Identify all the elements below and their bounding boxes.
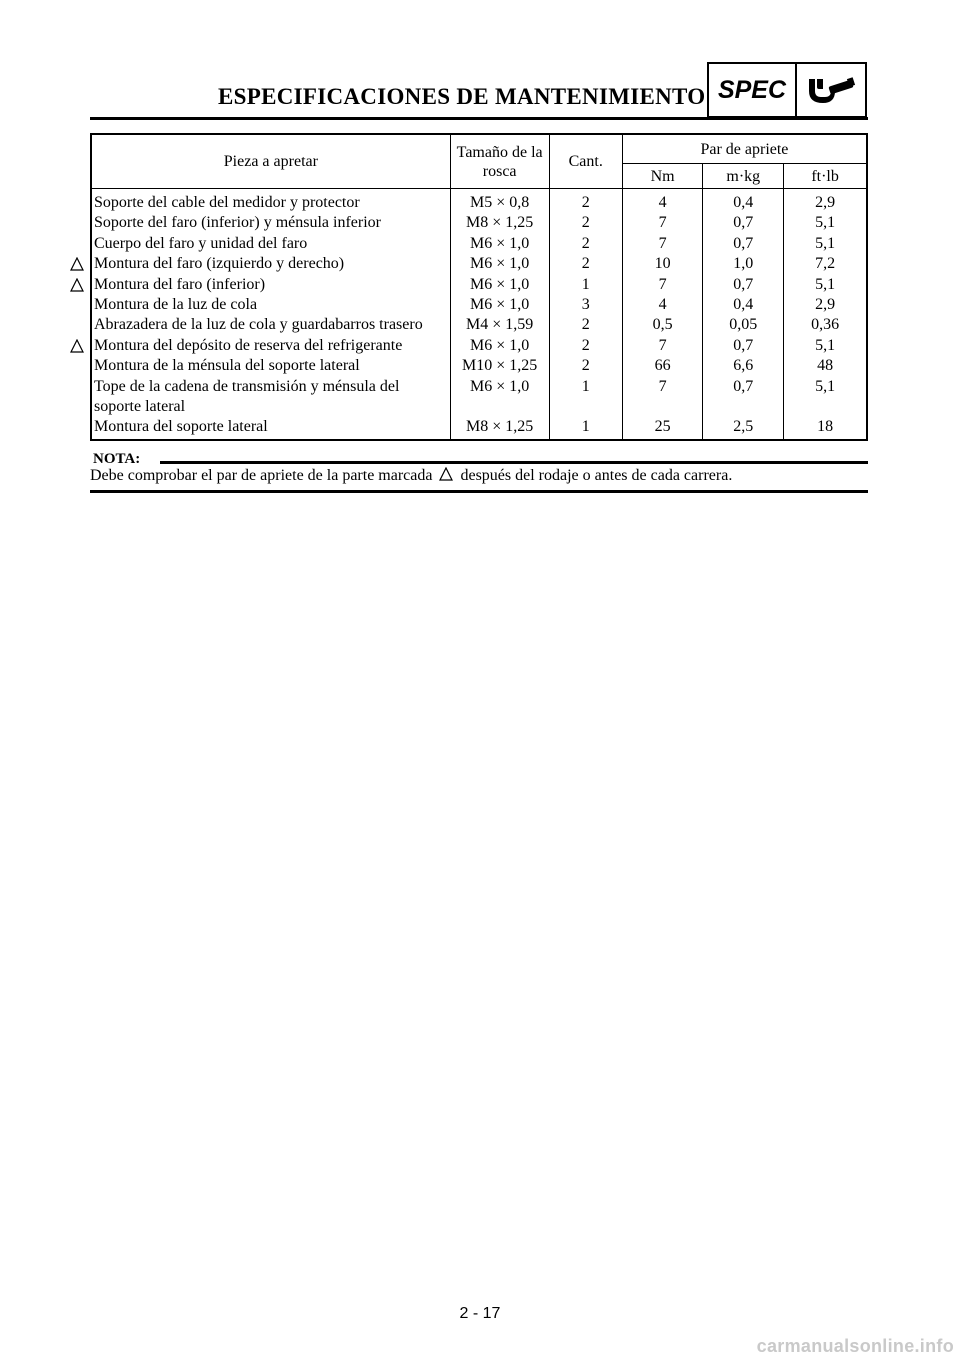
thread-size-cell: M4 × 1,59 — [450, 315, 549, 335]
triangle-mark-icon — [70, 257, 84, 271]
table-row — [91, 295, 867, 315]
qty-cell: 3 — [549, 295, 622, 315]
torque-mkg-cell: 0,7 — [703, 377, 784, 418]
part-cell: Soporte del faro (inferior) y ménsula inferior — [91, 213, 450, 233]
torque-ftlb-cell: 18 — [784, 417, 867, 439]
thread-size-cell: M6 × 1,0 — [450, 295, 549, 315]
part-cell: Montura de la ménsula del soporte lateral — [91, 356, 450, 376]
torque-nm-cell: 4 — [622, 189, 702, 214]
part-cell: Tope de la cadena de transmisión y ménsula del soporte lateral — [91, 377, 450, 418]
torque-ftlb-cell: 2,9 — [784, 189, 867, 214]
part-cell: Soporte del cable del medidor y protector — [91, 189, 450, 214]
column-header-torque: Par de apriete — [622, 134, 867, 164]
torque-nm-cell: 0,5 — [622, 315, 702, 335]
column-header-thread-size: Tamaño de la rosca — [450, 134, 549, 189]
part-cell: Montura de la luz de cola — [91, 295, 450, 315]
table-row — [91, 234, 867, 254]
table-row — [91, 417, 867, 439]
thread-size-cell: M6 × 1,0 — [450, 254, 549, 274]
column-header-part: Pieza a apretar — [91, 134, 450, 189]
column-header-ftlb: ft·lb — [784, 164, 867, 189]
note-rule-bottom — [90, 490, 868, 493]
thread-size-cell: M5 × 0,8 — [450, 189, 549, 214]
part-cell: Montura del depósito de reserva del refrigerante — [91, 336, 450, 356]
triangle-mark-icon — [70, 278, 84, 292]
torque-mkg-cell: 0,05 — [703, 315, 784, 335]
torque-nm-cell: 25 — [622, 417, 702, 439]
table-row — [91, 189, 867, 214]
table-row — [91, 254, 867, 274]
torque-mkg-cell: 0,7 — [703, 275, 784, 295]
torque-ftlb-cell: 7,2 — [784, 254, 867, 274]
part-cell: Montura del faro (izquierdo y derecho) — [91, 254, 450, 274]
torque-mkg-cell: 6,6 — [703, 356, 784, 376]
table-row — [91, 377, 867, 418]
watermark: carmanualsonline.info — [756, 1336, 954, 1356]
qty-cell: 1 — [549, 417, 622, 439]
table-row — [91, 356, 867, 376]
table-row — [91, 336, 867, 356]
torque-ftlb-cell: 48 — [784, 356, 867, 376]
column-header-mkg: m·kg — [703, 164, 784, 189]
torque-mkg-cell: 0,7 — [703, 336, 784, 356]
torque-nm-cell: 7 — [622, 234, 702, 254]
torque-nm-cell: 4 — [622, 295, 702, 315]
qty-cell: 2 — [549, 356, 622, 376]
torque-ftlb-cell: 5,1 — [784, 377, 867, 418]
torque-mkg-cell: 0,4 — [703, 295, 784, 315]
part-cell: Montura del soporte lateral — [91, 417, 450, 439]
page-number: 2 - 17 — [459, 1305, 501, 1322]
spec-label: SPEC — [709, 64, 797, 116]
thread-size-cell: M6 × 1,0 — [450, 377, 549, 418]
table-row — [91, 275, 867, 295]
torque-nm-cell: 7 — [622, 377, 702, 418]
spec-badge — [707, 62, 867, 118]
torque-mkg-cell: 0,4 — [703, 189, 784, 214]
thread-size-cell: M8 × 1,25 — [450, 417, 549, 439]
table-row — [91, 315, 867, 335]
torque-ftlb-cell: 2,9 — [784, 295, 867, 315]
torque-nm-cell: 10 — [622, 254, 702, 274]
qty-cell: 2 — [549, 234, 622, 254]
note-rule-top — [160, 461, 868, 464]
torque-ftlb-cell: 5,1 — [784, 213, 867, 233]
qty-cell: 2 — [549, 213, 622, 233]
note-label: NOTA: — [93, 451, 141, 467]
table-row — [91, 213, 867, 233]
thread-size-cell: M6 × 1,0 — [450, 275, 549, 295]
thread-size-cell: M6 × 1,0 — [450, 336, 549, 356]
qty-cell: 1 — [549, 275, 622, 295]
qty-cell: 2 — [549, 189, 622, 214]
column-header-qty: Cant. — [549, 134, 622, 189]
page-title: ESPECIFICACIONES DE MANTENIMIENTO — [218, 84, 706, 109]
torque-mkg-cell: 1,0 — [703, 254, 784, 274]
triangle-mark-icon — [439, 467, 453, 481]
torque-ftlb-cell: 5,1 — [784, 275, 867, 295]
qty-cell: 2 — [549, 254, 622, 274]
qty-cell: 2 — [549, 336, 622, 356]
torque-nm-cell: 7 — [622, 213, 702, 233]
torque-mkg-cell: 2,5 — [703, 417, 784, 439]
qty-cell: 1 — [549, 377, 622, 418]
torque-ftlb-cell: 5,1 — [784, 234, 867, 254]
part-cell: Cuerpo del faro y unidad del faro — [91, 234, 450, 254]
note-text-before: Debe comprobar el par de apriete de la parte marcada — [90, 467, 433, 484]
thread-size-cell: M8 × 1,25 — [450, 213, 549, 233]
torque-ftlb-cell: 0,36 — [784, 315, 867, 335]
torque-spec-table — [90, 133, 868, 441]
torque-mkg-cell: 0,7 — [703, 234, 784, 254]
part-cell: Abrazadera de la luz de cola y guardabarros trasero — [91, 315, 450, 335]
column-header-nm: Nm — [622, 164, 702, 189]
note-text-after: después del rodaje o antes de cada carrera. — [460, 467, 733, 484]
thread-size-cell: M6 × 1,0 — [450, 234, 549, 254]
note-text — [90, 466, 732, 486]
torque-nm-cell: 7 — [622, 336, 702, 356]
torque-nm-cell: 66 — [622, 356, 702, 376]
torque-mkg-cell: 0,7 — [703, 213, 784, 233]
part-cell: Montura del faro (inferior) — [91, 275, 450, 295]
torque-ftlb-cell: 5,1 — [784, 336, 867, 356]
qty-cell: 2 — [549, 315, 622, 335]
thread-size-cell: M10 × 1,25 — [450, 356, 549, 376]
triangle-mark-icon — [70, 339, 84, 353]
wrench-icon — [797, 64, 865, 116]
torque-nm-cell: 7 — [622, 275, 702, 295]
